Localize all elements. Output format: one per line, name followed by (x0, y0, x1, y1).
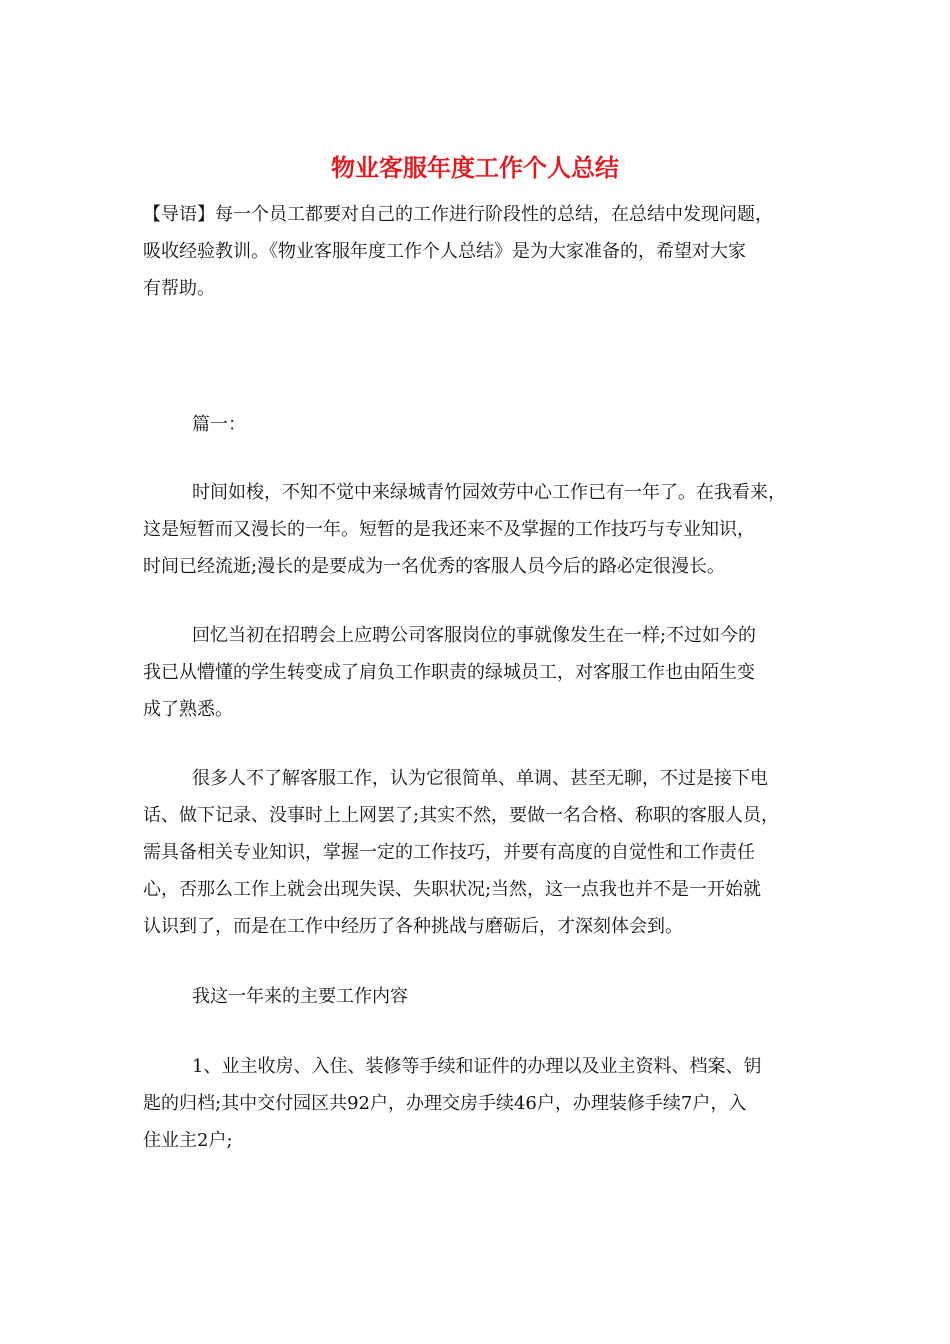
paragraph-line: 很多人不了解客服工作，认为它很简单、单调、甚至无聊，不过是接下电 (192, 768, 768, 789)
body-paragraph-2 (143, 617, 823, 728)
paragraph-line: 我这一年来的主要工作内容 (192, 986, 408, 1007)
paragraph-line: 时间如梭，不知不觉中来绿城青竹园效劳中心工作已有一年了。在我看来， (192, 482, 786, 503)
paragraph-line: 时间已经流逝;漫长的是要成为一名优秀的客服人员今后的路必定很漫长。 (143, 556, 726, 577)
body-paragraph-4 (143, 978, 823, 1015)
paragraph-line: 心，否那么工作上就会出现失误、失职状况;当然，这一点我也并不是一开始就 (143, 879, 762, 900)
paragraph-line: 回忆当初在招聘会上应聘公司客服岗位的事就像发生在一样;不过如今的 (192, 625, 757, 646)
paragraph-line: 这是短暂而又漫长的一年。短暂的是我还来不及掌握的工作技巧与专业知识， (143, 519, 755, 540)
paragraph-line: 认识到了，而是在工作中经历了各种挑战与磨砺后，才深刻体会到。 (143, 916, 683, 937)
paragraph-line: 需具备相关专业知识，掌握一定的工作技巧，并要有高度的自觉性和工作责任 (143, 842, 755, 863)
body-paragraph-3 (143, 760, 823, 945)
paragraph-line: 话、做下记录、没事时上上网罢了;其实不然，要做一名合格、称职的客服人员， (143, 805, 780, 826)
paragraph-line: 匙的归档;其中交付园区共92户，办理交房手续46户，办理装修手续7户，入 (143, 1093, 747, 1114)
paragraph-line: 我已从懵懂的学生转变成了肩负工作职责的绿城员工，对客服工作也由陌生变 (143, 662, 755, 683)
paragraph-line: 成了熟悉。 (143, 699, 233, 720)
intro-line: 【导语】每一个员工都要对自己的工作进行阶段性的总结，在总结中发现问题， (143, 204, 773, 225)
section-heading-text: 篇一： (192, 414, 246, 435)
intro-paragraph (143, 196, 823, 307)
body-paragraph-5 (143, 1048, 823, 1159)
document-title: 物业客服年度工作个人总结 (331, 153, 619, 182)
intro-line: 吸收经验教训。《物业客服年度工作个人总结》是为大家准备的，希望对大家 (143, 241, 746, 262)
section-heading (143, 406, 823, 443)
paragraph-line: 1、业主收房、入住、装修等手续和证件的办理以及业主资料、档案、钥 (192, 1056, 762, 1077)
paragraph-line: 住业主2户; (143, 1130, 233, 1151)
body-paragraph-1 (143, 474, 823, 585)
intro-line: 有帮助。 (143, 278, 215, 299)
